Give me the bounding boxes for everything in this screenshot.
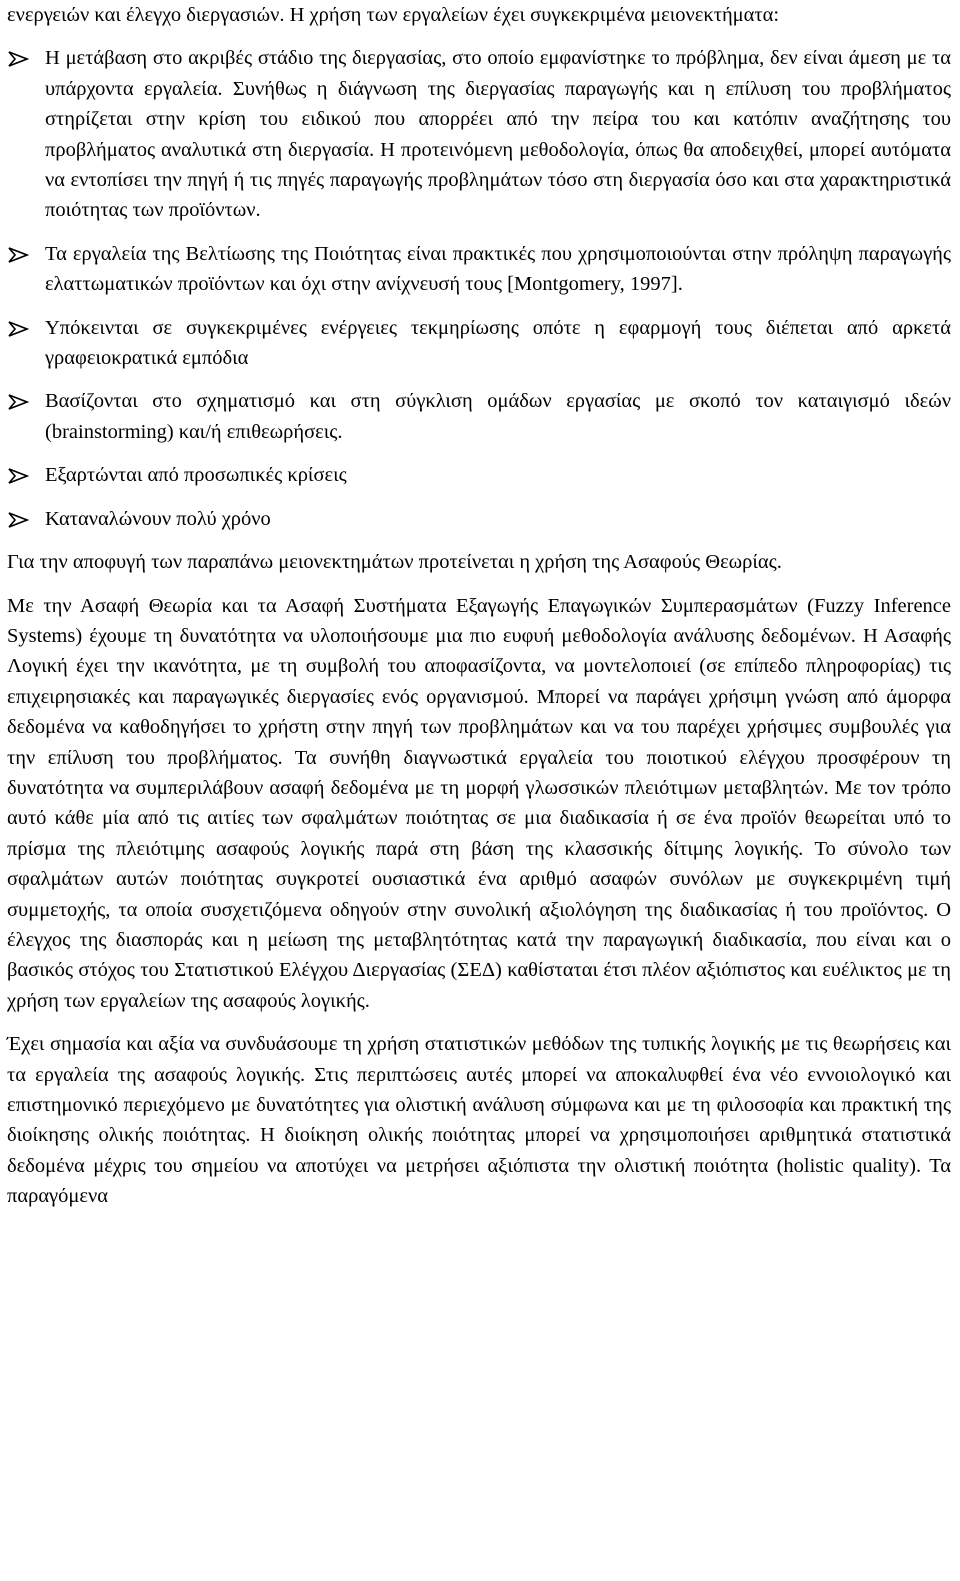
list-item: [7, 386, 951, 447]
disadvantages-list: [7, 43, 951, 534]
arrow-bullet-icon: [7, 504, 33, 534]
body-paragraph: Με την Ασαφή Θεωρία και τα Ασαφή Συστήματα Εξαγωγής Επαγωγικών Συμπερασμάτων (Fuzzy Inference Systems) έχουμε τη δυνατότητα να υλοποιήσουμε μια πιο ευφυή μεθοδολογία ανάλυσης δεδομένων. Η Ασαφής Λογική έχει την ικανότητα, με τη συμβολή του αποφασίζοντα, να μοντελοποιεί (σε επίπεδο πληροφορίας) τις επιχειρησιακές και παραγωγικές διεργασίες ενός οργανισμού. Μπορεί να παράγει χρήσιμη γνώση από άμορφα δεδομένα να καθοδηγήσει το χρήστη στην πηγή των προβλημάτων και να του παρέχει χρήσιμες συμβουλές για την επίλυση του προβλήματος. Τα συνήθη διαγνωστικά εργαλεία του ποιοτικού ελέγχου προσφέρουν τη δυνατότητα να συμπεριλάβουν ασαφή δεδομένα με τη μορφή γλωσσικών πλειότιμων μεταβλητών. Με τον τρόπο αυτό κάθε μία από τις αιτίες των σφαλμάτων ποιότητας σε μια διαδικασία ή σε ένα προϊόν θεωρείται υπό το πρίσμα της πλειότιμης ασαφούς λογικής παρά στη βάση της κλασσικής δίτιμης λογικής. Το σύνολο των σφαλμάτων αυτών ποιότητας συγκροτεί ουσιαστικά ένα αριθμό ασαφών συνόλων με συγκεκριμένη τιμή συμμετοχής, τα οποία συσχετιζόμενα οδηγούν στην συνολική αξιολόγηση της διαδικασίας ή του προϊόντος. Ο έλεγχος της διασποράς και η μείωση της μεταβλητότητας κατά την παραγωγική διαδικασία, που είναι και ο βασικός στόχος του Στατιστικού Ελέγχου Διεργασίας (ΣΕΔ) καθίσταται έτσι πλέον αξιόπιστος και ευέλικτος με τη χρήση των εργαλείων της ασαφούς λογικής.: [7, 594, 951, 1012]
document-page: [7, 0, 951, 1225]
arrow-bullet-icon: [7, 43, 33, 73]
list-item-text: Υπόκεινται σε συγκεκριμένες ενέργειες τεκμηρίωσης οπότε η εφαρμογή τους διέπεται από αρκετά γραφειοκρατικά εμπόδια: [45, 316, 951, 370]
list-item-text: Η μετάβαση στο ακριβές στάδιο της διεργασίας, στο οποίο εμφανίστηκε το πρόβλημα, δεν είναι άμεση με τα υπάρχοντα εργαλεία. Συνήθως η διάγνωση της διεργασίας παραγωγής και η επίλυση του προβλήματος στηρίζεται στην κρίση του ειδικού που απορρέει από την πείρα του και κατόπιν αναζήτησης του προβλήματος αναλυτικά στη διεργασία. Η προτεινόμενη μεθοδολογία, όπως θα αποδειχθεί, μπορεί αυτόματα να εντοπίσει την πηγή ή τις πηγές παραγωγής προβλημάτων τόσο στη διεργασία όσο και στα χαρακτηριστικά ποιότητας των προϊόντων.: [45, 47, 951, 222]
arrow-bullet-icon: [7, 239, 33, 269]
list-item: [7, 313, 951, 374]
intro-paragraph: ενεργειών και έλεγχο διεργασιών. Η χρήση των εργαλείων έχει συγκεκριμένα μειονεκτήματα:: [7, 4, 780, 26]
list-item-text: Καταναλώνουν πολύ χρόνο: [45, 507, 271, 530]
list-item: [7, 460, 951, 490]
arrow-bullet-icon: [7, 460, 33, 490]
arrow-bullet-icon: [7, 386, 33, 416]
arrow-bullet-icon: [7, 313, 33, 343]
body-paragraph: Έχει σημασία και αξία να συνδυάσουμε τη χρήση στατιστικών μεθόδων της τυπικής λογικής με τις θεωρήσεις και τα εργαλεία της ασαφούς λογικής. Στις περιπτώσεις αυτές μπορεί να αποκαλυφθεί ένα νέο εννοιολογικό και επιστημονικό περιεχόμενο με δυνατότητες για ολιστική ανάλυση σύμφωνα και με τη φιλοσοφία και πρακτική της διοίκησης ολικής ποιότητας. Η διοίκηση ολικής ποιότητας μπορεί να χρησιμοποιήσει αριθμητικά στατιστικά δεδομένα μέχρις του σημείου να αποτύχει να μετρήσει αξιόπιστα την ολιστική ποιότητα (holistic quality). Τα παραγόμενα: [7, 1033, 951, 1208]
list-item: [7, 504, 951, 534]
list-item-text: Τα εργαλεία της Βελτίωσης της Ποιότητας είναι πρακτικές που χρησιμοποιούνται στην πρόληψη παραγωγής ελαττωματικών προϊόντων και όχι στην ανίχνευσή τους [Montgomery, 1997].: [45, 242, 951, 296]
body-paragraph: Για την αποφυγή των παραπάνω μειονεκτημάτων προτείνεται η χρήση της Ασαφούς Θεωρίας.: [7, 551, 782, 574]
list-item-text: Βασίζονται στο σχηματισμό και στη σύγκλιση ομάδων εργασίας με σκοπό τον καταιγισμό ιδεών (brainstorming) και/ή επιθεωρήσεις.: [45, 390, 951, 443]
list-item-text: Εξαρτώνται από προσωπικές κρίσεις: [45, 464, 347, 487]
list-item: [7, 239, 951, 300]
list-item: [7, 43, 951, 225]
